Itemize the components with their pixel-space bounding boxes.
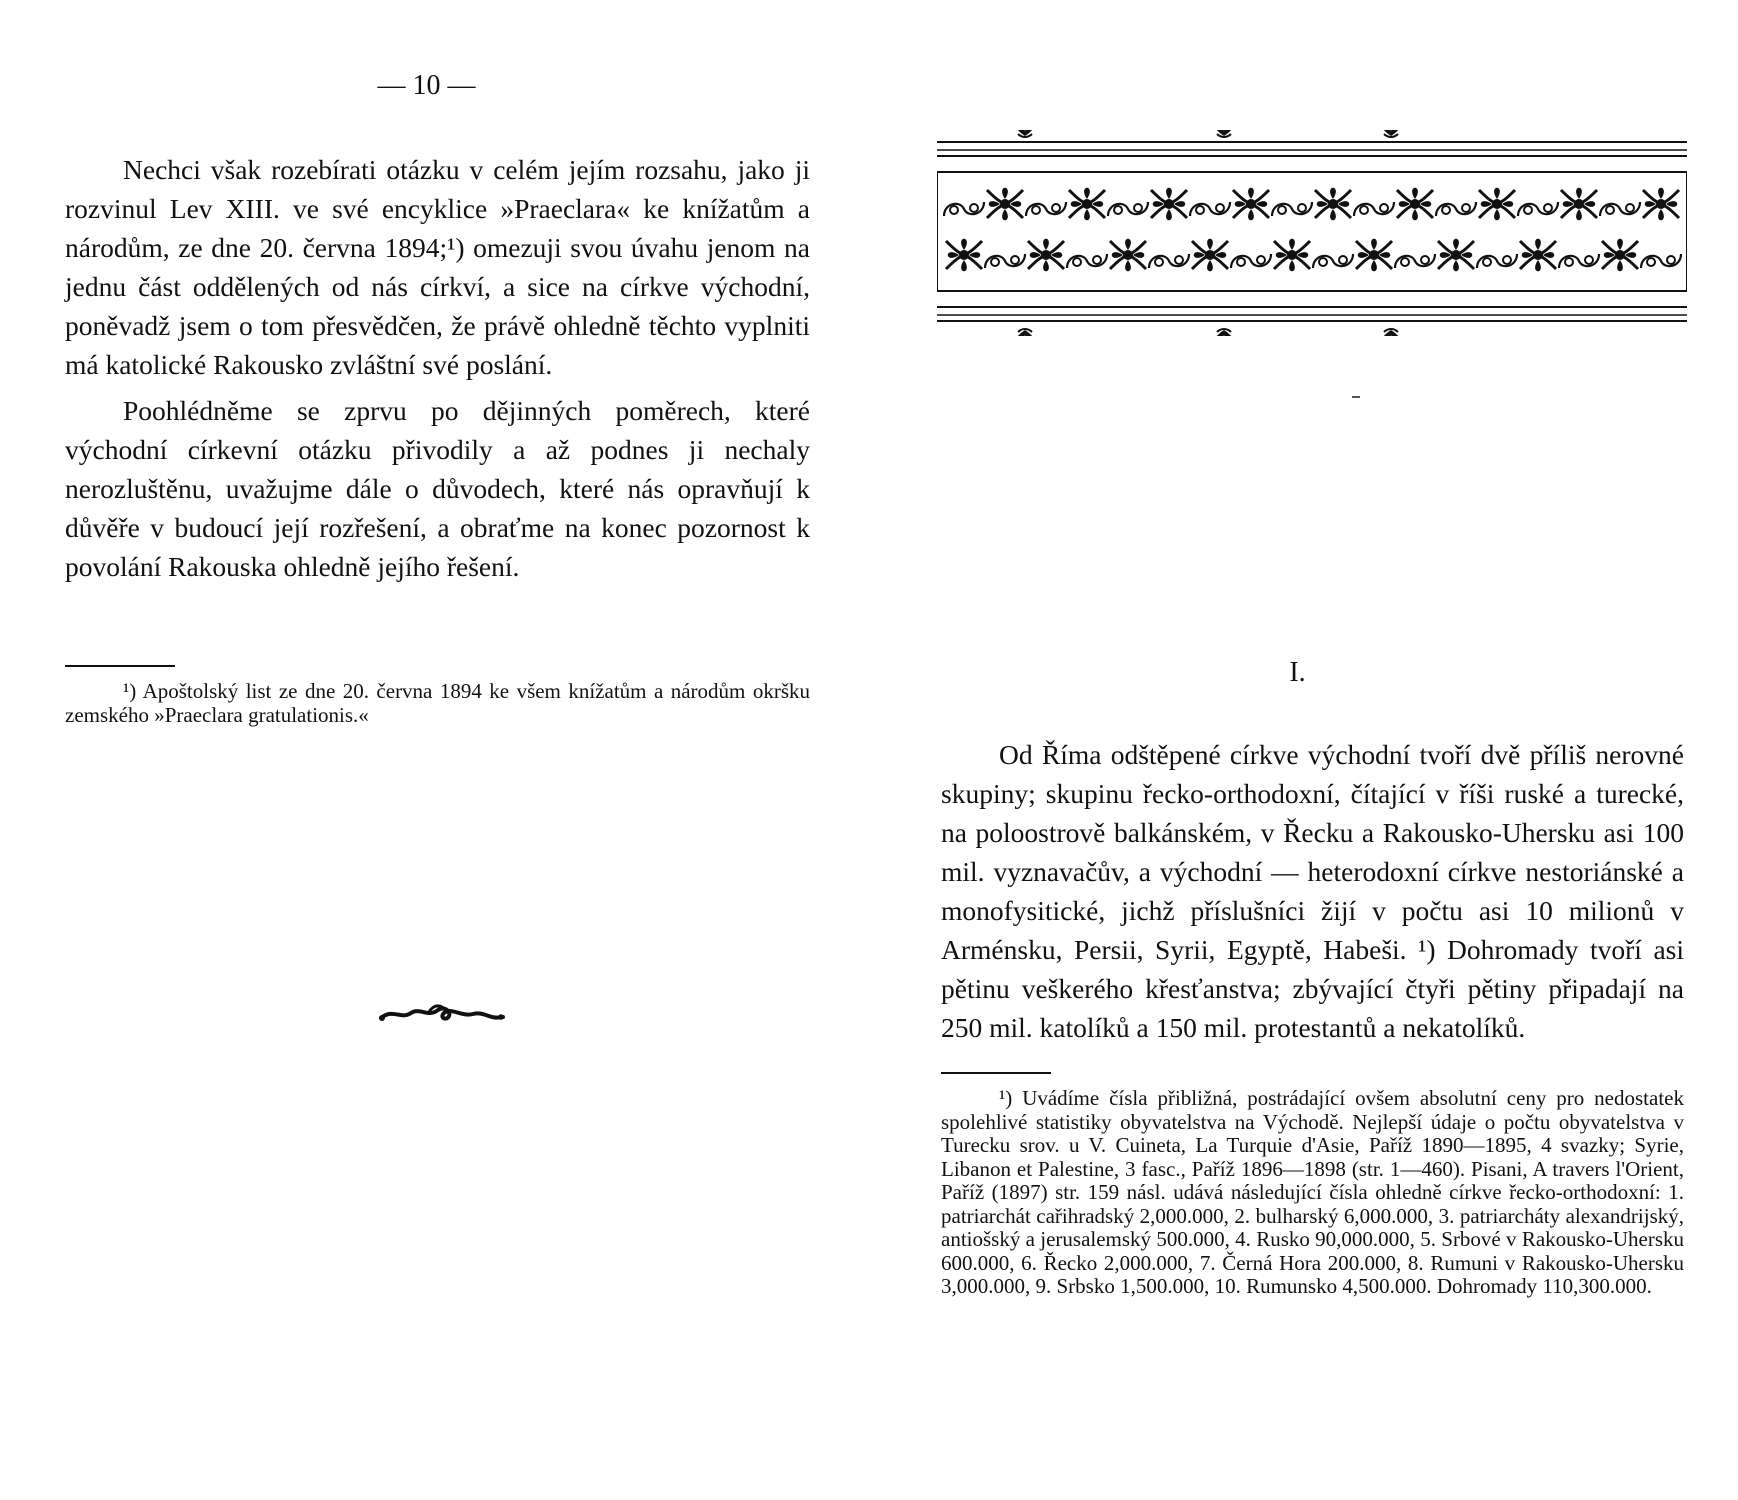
left-body-text bbox=[65, 150, 810, 586]
left-paragraph-1: Nechci však rozebírati otázku v celém jejím rozsahu, jako ji rozvinul Lev XIII. ve své encyklice »Praeclara« ke knížatům a národům, ze dne 20. června 1894;¹) omezuji svou úvahu jenom na jednu část oddělených od nás církví, a sice na církve východní, poněvadž jsem o tom přesvědčen, že právě ohledně těchto vyplniti má katolické Rakousko zvláštní své poslání. bbox=[65, 154, 810, 380]
right-page bbox=[869, 0, 1738, 1500]
right-footnote bbox=[941, 1087, 1684, 1299]
tailpiece-ornament-icon bbox=[377, 1000, 507, 1028]
page-number: — 10 — bbox=[377, 70, 476, 101]
left-footnote bbox=[65, 680, 810, 727]
floral-ornament-icon bbox=[937, 130, 1687, 336]
right-footnote-text: ¹) Uvádíme čísla přibližná, postrádající ovšem absolutní ceny pro nedostatek spolehlivé statistiky obyvatelstva na Východě. Nejlepší údaje o počtu obyvatelstva v Turecku srov. u V. Cuineta, La Turquie d'Asie, Paříž 1890—1895, 4 svazky; Syrie, Libanon et Palestine, 3 fasc., Paříž 1896—1898 (str. 1—460). Pisani, A travers l'Orient, Paříž (1897) str. 159 násl. udává následující čísla ohledně církve řecko-orthodoxní: 1. patriarchát cařihradský 2,000.000, 2. bulharský 6,000.000, 3. patriarcháty alexandrijský, antiošský a jerusalemský 500.000, 4. Rusko 90,000.000, 5. Srbové v Rakousko-Uhersku 600.000, 6. Řecko 2,000.000, 7. Černá Hora 200.000, 8. Rumuni v Rakousko-Uhersku 3,000.000, 9. Srbsko 1,500.000, 10. Rumunsko 4,500.000. Dohromady 110,300.000. bbox=[941, 1086, 1684, 1298]
left-footnote-rule bbox=[65, 665, 175, 667]
right-body-text bbox=[941, 735, 1684, 1047]
left-paragraph-2: Poohlédněme se zprvu po dějinných poměrech, které východní církevní otázku přivodily a až podnes ji nechaly nerozluštěnu, uvažujme dále o důvodech, které nás opravňují k důvěře v budoucí její rozřešení, a obraťme na konec pozornost k povolání Rakouska ohledně jejího řešení. bbox=[65, 395, 810, 582]
left-footnote-text: ¹) Apoštolský list ze dne 20. června 1894 ke všem knížatům a národům okršku zemského »Praeclara gratulationis.« bbox=[65, 679, 810, 727]
section-heading: I. bbox=[1289, 657, 1306, 688]
right-footnote-rule bbox=[941, 1072, 1051, 1074]
stray-print-mark bbox=[1352, 396, 1360, 398]
right-paragraph-1: Od Říma odštěpené církve východní tvoří dvě příliš nerovné skupiny; skupinu řecko-orthodoxní, čítající v říši ruské a turecké, na poloostrově balkánském, v Řecku a Rakousko-Uhersku asi 100 mil. vyznavačův, a východní — heterodoxní církve nestoriánské a monofysitické, jichž příslušníci žijí v počtu asi 10 milionů v Arménsku, Persii, Syrii, Egyptě, Habeši. ¹) Dohromady tvoří asi pětinu veškerého křesťanstva; zbývající čtyři pětiny připadají na 250 mil. katolíků a 150 mil. protestantů a nekatolíků. bbox=[941, 739, 1684, 1043]
